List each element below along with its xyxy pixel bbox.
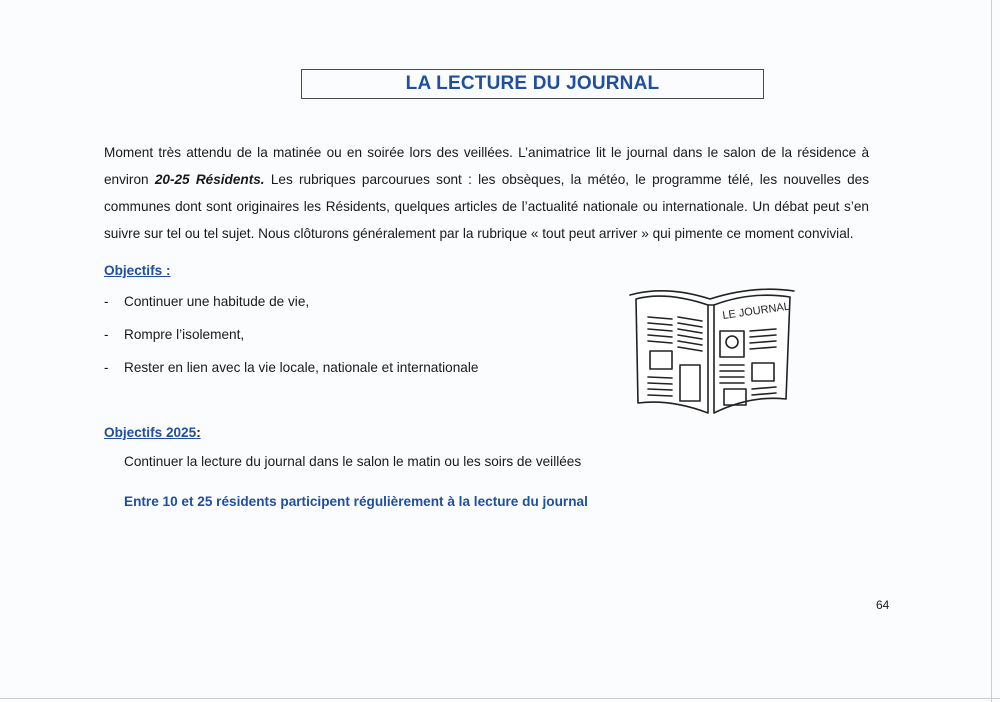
list-item: - Rester en lien avec la vie locale, nationale et internationale <box>104 360 479 375</box>
newspaper-icon <box>626 287 796 417</box>
page-edge-right <box>991 0 992 702</box>
objectives-2025-heading: Objectifs 2025: <box>104 425 201 440</box>
page-number: 64 <box>876 598 890 612</box>
intro-text-1: Moment très attendu de la matinée ou en soirée lors des veillées. L’animatrice lit le journal dans le salon de la résidence à environ <box>104 145 869 187</box>
page-title: LA LECTURE DU JOURNAL <box>405 73 660 94</box>
list-item: - Rompre l’isolement, <box>104 327 245 342</box>
intro-residents-count: 20-25 Résidents. <box>154 172 265 187</box>
newspaper-masthead: LE JOURNAL <box>721 300 791 322</box>
objectives-2025-text: Continuer la lecture du journal dans le salon le matin ou les soirs de veillées <box>124 454 582 469</box>
objectives-2025-highlight: Entre 10 et 25 résidents participent régulièrement à la lecture du journal <box>124 494 588 509</box>
page-title-box <box>301 69 764 99</box>
page-edge-bottom <box>0 698 1000 699</box>
list-item: - Continuer une habitude de vie, <box>104 294 310 309</box>
intro-paragraph <box>104 139 869 247</box>
objectives-list <box>104 291 478 390</box>
intro-text-2: Les rubriques parcourues sont : les obsèques, la météo, le programme télé, les nouvelles des communes dont sont originaires les Résidents, quelques articles de l’actualité nationale ou internationale. Un débat peut s’en suivre sur tel ou tel sujet. Nous clôturons généralement par la rubrique « tout peut arriver » qui pimente ce moment convivial. <box>104 172 869 241</box>
objectives-heading: Objectifs : <box>104 263 171 278</box>
